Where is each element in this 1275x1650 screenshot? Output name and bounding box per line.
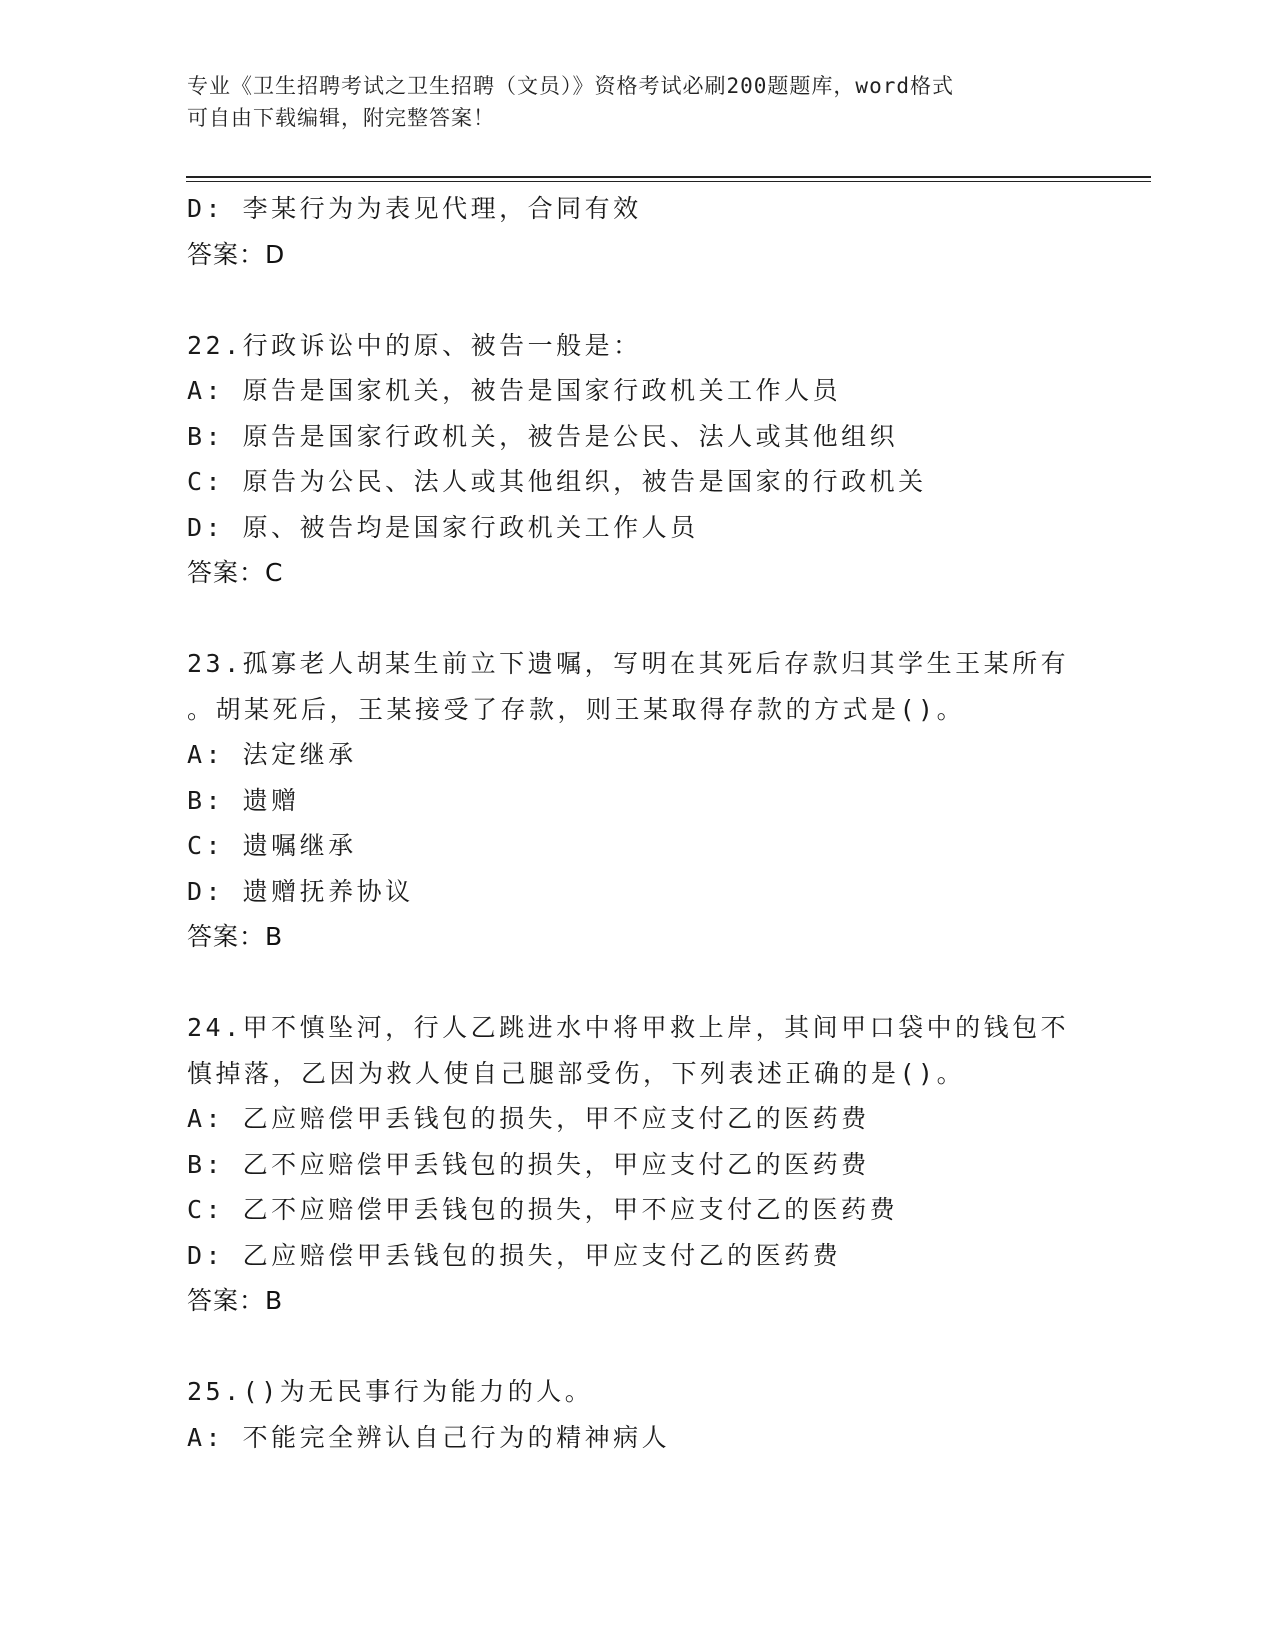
spacer xyxy=(187,277,1147,323)
spacer xyxy=(187,960,1147,1006)
option-a: A: 原告是国家机关，被告是国家行政机关工作人员 xyxy=(187,376,842,405)
answer-line: 答案：B xyxy=(187,1286,284,1315)
option-b: B: 遗赠 xyxy=(187,785,300,815)
option-a: A: 不能完全辨认自己行为的精神病人 xyxy=(187,1422,671,1452)
option-c: C: 原告为公民、法人或其他组织，被告是国家的行政机关 xyxy=(187,467,927,496)
question-stem-line-1: 23.孤寡老人胡某生前立下遗嘱，写明在其死后存款归其学生王某所有 xyxy=(187,649,1070,678)
question-21-tail xyxy=(187,186,1147,277)
question-stem: 25.()为无民事行为能力的人。 xyxy=(187,1377,594,1406)
option-c: C: 乙不应赔偿甲丢钱包的损失，甲不应支付乙的医药费 xyxy=(187,1195,899,1224)
option-d: D: 遗赠抚养协议 xyxy=(187,876,414,906)
header-line-2: 可自由下载编辑，附完整答案！ xyxy=(187,106,495,130)
answer-line: 答案：B xyxy=(187,922,284,951)
option-a: A: 乙应赔偿甲丢钱包的损失，甲不应支付乙的医药费 xyxy=(187,1104,870,1133)
document-header xyxy=(187,70,1087,134)
spacer xyxy=(187,596,1147,642)
question-stem: 22.行政诉讼中的原、被告一般是： xyxy=(187,330,642,360)
question-stem-line-2: 慎掉落，乙因为救人使自己腿部受伤，下列表述正确的是()。 xyxy=(187,1058,966,1088)
header-divider-thin xyxy=(186,181,1151,182)
answer-line: 答案：D xyxy=(187,239,286,269)
option-b: B: 原告是国家行政机关，被告是公民、法人或其他组织 xyxy=(187,421,899,451)
option-a: A: 法定继承 xyxy=(187,740,357,769)
question-stem-line-2: 。胡某死后，王某接受了存款，则王某取得存款的方式是()。 xyxy=(187,694,966,724)
question-24 xyxy=(187,1005,1147,1324)
option-d: D: 原、被告均是国家行政机关工作人员 xyxy=(187,512,699,542)
header-divider-thick xyxy=(186,176,1151,178)
option-d: D: 李某行为为表见代理，合同有效 xyxy=(187,194,642,223)
question-23 xyxy=(187,641,1147,960)
option-d: D: 乙应赔偿甲丢钱包的损失，甲应支付乙的医药费 xyxy=(187,1240,842,1270)
document-body xyxy=(187,186,1147,1460)
question-25 xyxy=(187,1369,1147,1460)
option-b: B: 乙不应赔偿甲丢钱包的损失，甲应支付乙的医药费 xyxy=(187,1149,870,1179)
header-line-1: 专业《卫生招聘考试之卫生招聘（文员）》资格考试必刷200题题库，word格式 xyxy=(187,74,954,98)
question-stem-line-1: 24.甲不慎坠河，行人乙跳进水中将甲救上岸，其间甲口袋中的钱包不 xyxy=(187,1013,1070,1042)
answer-line: 答案：C xyxy=(187,558,284,587)
question-22 xyxy=(187,323,1147,596)
option-c: C: 遗嘱继承 xyxy=(187,831,357,860)
spacer xyxy=(187,1324,1147,1370)
